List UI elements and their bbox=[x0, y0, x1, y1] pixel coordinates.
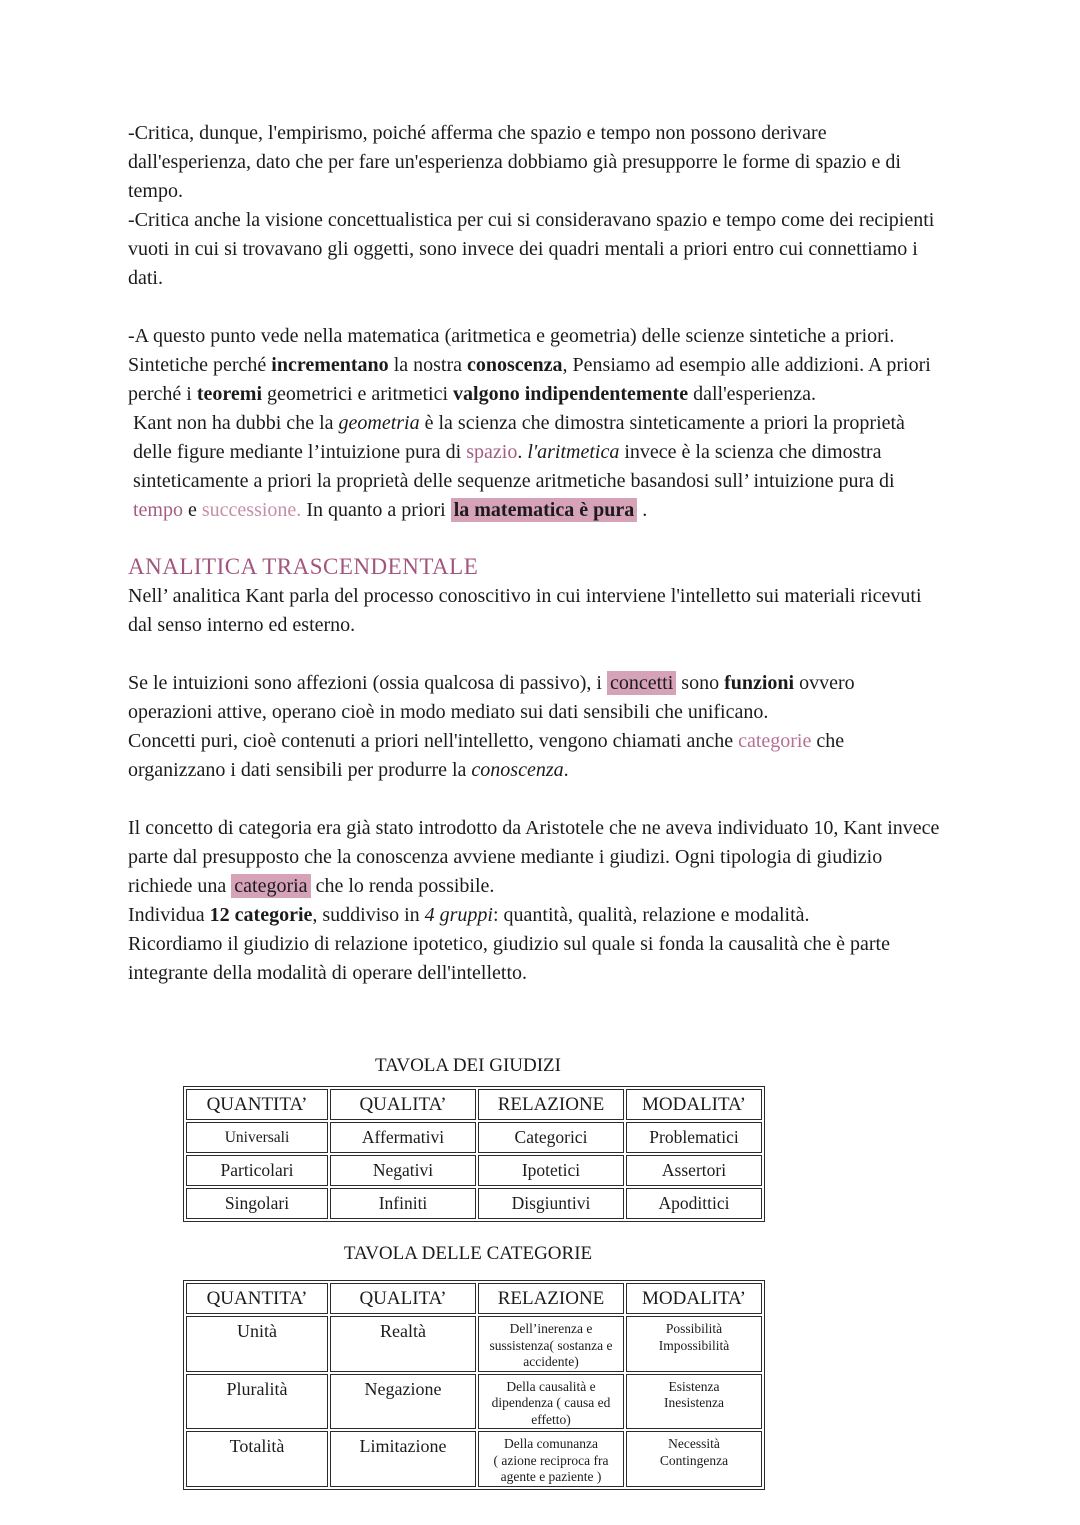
text-segment: che organizzano i dati sensibili per produrre la bbox=[128, 730, 845, 781]
highlighted-text: la matematica è pura bbox=[451, 498, 638, 522]
table-cell: Limitazione bbox=[330, 1431, 476, 1487]
paragraph-critique-conceptualism bbox=[128, 206, 944, 293]
table-cell: Esistenza Inesistenza bbox=[626, 1374, 762, 1430]
text-segment: teoremi bbox=[196, 383, 263, 405]
document-content bbox=[128, 119, 944, 1490]
table-row bbox=[186, 1316, 762, 1372]
paragraph-hypothetical-judgment bbox=[128, 930, 944, 988]
text-segment: funzioni bbox=[724, 672, 795, 694]
text-segment: 12 categorie bbox=[209, 904, 313, 926]
paragraph-pure-concepts-categories bbox=[128, 727, 944, 785]
table-cell: Affermativi bbox=[330, 1122, 476, 1153]
text-segment: : quantità, qualità, relazione e modalità. bbox=[492, 904, 810, 926]
table-cell: Singolari bbox=[186, 1188, 328, 1219]
table-cell: Disgiuntivi bbox=[478, 1188, 624, 1219]
table-cell: Negativi bbox=[330, 1155, 476, 1186]
column-header: RELAZIONE bbox=[478, 1089, 624, 1120]
column-header: MODALITA’ bbox=[626, 1089, 762, 1120]
text-segment: è la scienza che dimostra sinteticamente a priori la proprietà delle figure mediante l’intuizione pura di bbox=[133, 412, 905, 463]
text-segment: . bbox=[637, 499, 648, 521]
paragraph-critique-empiricism bbox=[128, 119, 944, 206]
text-segment: Ricordiamo il giudizio di relazione ipotetico, giudizio sul quale si fonda la causalità che è parte integrante della modalità di operare dell'intelletto. bbox=[128, 933, 890, 984]
table-cell: Assertori bbox=[626, 1155, 762, 1186]
table-cell: Della comunanza ( azione reciproca fra agente e paziente ) bbox=[478, 1431, 624, 1487]
text-segment: Il concetto di categoria era già stato introdotto da Aristotele che ne aveva individuato 10, Kant invece parte dal presupposto che la conoscenza avviene mediante i giudizi. Ogni tipologia di giudizio richiede una bbox=[128, 817, 940, 897]
text-segment: Kant non ha dubbi che la bbox=[133, 412, 339, 434]
text-segment: Se le intuizioni sono affezioni (ossia qualcosa di passivo), i bbox=[128, 672, 607, 694]
text-segment: , suddiviso in bbox=[312, 904, 425, 926]
table-row bbox=[186, 1374, 762, 1430]
paragraph-aristotle-categories bbox=[128, 814, 944, 901]
judgments-table bbox=[183, 1086, 765, 1222]
text-segment: incrementano bbox=[271, 354, 389, 376]
text-segment: tempo bbox=[133, 499, 183, 521]
column-header: MODALITA’ bbox=[626, 1283, 762, 1314]
table-cell: Possibilità Impossibilità bbox=[626, 1316, 762, 1372]
text-segment: categorie bbox=[738, 730, 812, 752]
text-segment: ovvero operazioni attive, operano cioè in modo mediato sui dati sensibili che unificano. bbox=[128, 672, 855, 723]
table-cell: Problematici bbox=[626, 1122, 762, 1153]
text-segment: e bbox=[183, 499, 202, 521]
table-cell: Ipotetici bbox=[478, 1155, 624, 1186]
text-segment: la nostra bbox=[388, 354, 467, 376]
categories-table bbox=[183, 1280, 765, 1490]
text-segment: geometrici e aritmetici bbox=[262, 383, 454, 405]
text-segment: spazio bbox=[466, 441, 518, 463]
paragraph-geometry-arithmetic bbox=[128, 409, 944, 525]
table-cell: Apodittici bbox=[626, 1188, 762, 1219]
categories-table-title: TAVOLA DELLE CATEGORIE bbox=[343, 1243, 593, 1264]
table-cell: Necessità Contingenza bbox=[626, 1431, 762, 1487]
table-cell: Particolari bbox=[186, 1155, 328, 1186]
column-header: QUANTITA’ bbox=[186, 1089, 328, 1120]
text-segment: Concetti puri, cioè contenuti a priori nell'intelletto, vengono chiamati anche bbox=[128, 730, 739, 752]
text-segment: . bbox=[563, 759, 569, 781]
table-cell: Pluralità bbox=[186, 1374, 328, 1430]
text-segment: -A questo punto vede nella matematica (aritmetica e geometria) delle scienze sintetiche a priori. Sintetiche perché bbox=[128, 325, 895, 376]
table-cell: Realtà bbox=[330, 1316, 476, 1372]
categories-table-block bbox=[183, 1243, 753, 1490]
column-header: RELAZIONE bbox=[478, 1283, 624, 1314]
text-segment: , Pensiamo ad esempio alle addizioni. A priori perché i bbox=[128, 354, 931, 405]
table-cell: Dell’inerenza e sussistenza( sostanza e accidente) bbox=[478, 1316, 624, 1372]
paragraph-twelve-categories bbox=[128, 901, 944, 930]
table-row bbox=[186, 1188, 762, 1219]
table-cell: Negazione bbox=[330, 1374, 476, 1430]
text-segment: che lo renda possibile. bbox=[310, 875, 495, 897]
text-segment: dall'esperienza. bbox=[688, 383, 817, 405]
text-segment: l'aritmetica bbox=[527, 441, 620, 463]
highlighted-text: categoria bbox=[231, 874, 310, 898]
text-segment: invece è la scienza che dimostra sinteticamente a priori la proprietà delle sequenze aritmetiche basandosi sull’ intuizione pura di bbox=[133, 441, 895, 492]
text-segment: geometria bbox=[338, 412, 420, 434]
text-segment: Nell’ analitica Kant parla del processo conoscitivo in cui interviene l'intelletto sui materiali ricevuti dal senso interno ed esterno. bbox=[128, 585, 922, 636]
table-header-row bbox=[186, 1089, 762, 1120]
table-cell: Della causalità e dipendenza ( causa ed effetto) bbox=[478, 1374, 624, 1430]
judgments-table-block bbox=[183, 1055, 753, 1222]
table-row bbox=[186, 1122, 762, 1153]
paragraph-analytic-intro bbox=[128, 582, 944, 640]
text-segment: conoscenza bbox=[471, 759, 564, 781]
text-segment: Individua bbox=[128, 904, 210, 926]
highlighted-text: concetti bbox=[607, 671, 676, 695]
table-cell: Universali bbox=[186, 1122, 328, 1153]
table-header-row bbox=[186, 1283, 762, 1314]
paragraph-intuitions-concepts bbox=[128, 669, 944, 727]
table-row bbox=[186, 1431, 762, 1487]
section-heading-analitica-trascendentale: ANALITICA TRASCENDENTALE bbox=[128, 554, 479, 579]
column-header: QUALITA’ bbox=[330, 1089, 476, 1120]
text-segment: -Critica anche la visione concettualistica per cui si consideravano spazio e tempo come dei recipienti vuoti in cui si trovavano gli oggetti, sono invece dei quadri mentali a priori entro cui connettiamo i dati. bbox=[128, 209, 935, 289]
text-segment: sono bbox=[676, 672, 725, 694]
text-segment: valgono indipendentemente bbox=[453, 383, 689, 405]
column-header: QUANTITA’ bbox=[186, 1283, 328, 1314]
table-cell: Categorici bbox=[478, 1122, 624, 1153]
text-segment: conoscenza bbox=[467, 354, 563, 376]
table-cell: Unità bbox=[186, 1316, 328, 1372]
column-header: QUALITA’ bbox=[330, 1283, 476, 1314]
judgments-table-title: TAVOLA DEI GIUDIZI bbox=[375, 1055, 561, 1076]
table-cell: Infiniti bbox=[330, 1188, 476, 1219]
text-segment: successione. bbox=[201, 499, 302, 521]
paragraph-mathematics-synthetic-apriori bbox=[128, 322, 944, 409]
table-row bbox=[186, 1155, 762, 1186]
text-segment: -Critica, dunque, l'empirismo, poiché afferma che spazio e tempo non possono derivare dall'esperienza, dato che per fare un'esperienza dobbiamo già presupporre le forme di spazio e di tempo. bbox=[128, 122, 901, 202]
table-cell: Totalità bbox=[186, 1431, 328, 1487]
text-segment: 4 gruppi bbox=[424, 904, 493, 926]
text-segment: . bbox=[517, 441, 528, 463]
text-segment: In quanto a priori bbox=[301, 499, 451, 521]
